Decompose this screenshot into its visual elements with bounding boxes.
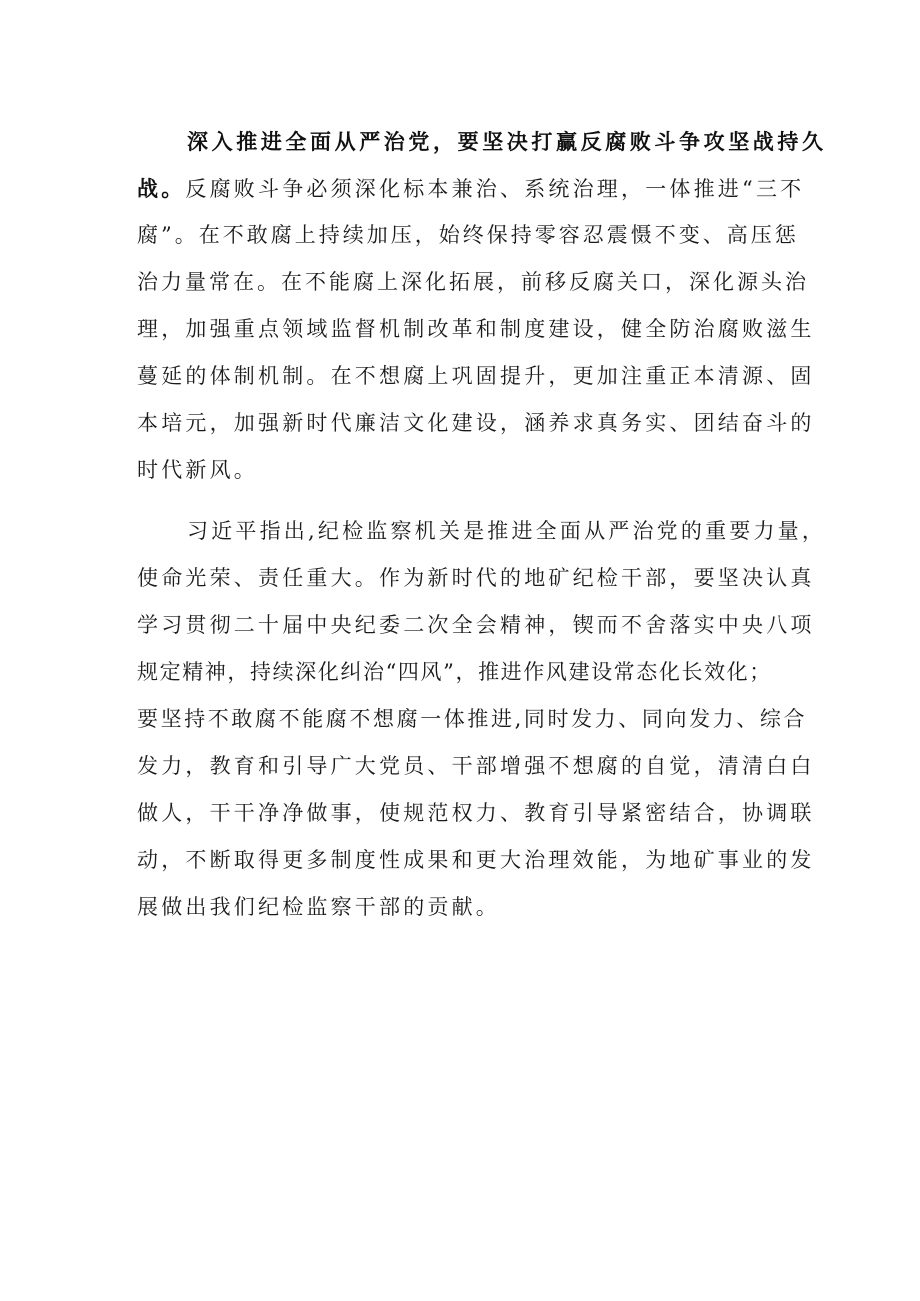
text-line [137, 212, 797, 259]
text-line [137, 259, 809, 306]
text-line [137, 837, 815, 884]
paragraph-discipline-inspection [137, 508, 827, 931]
lead-sentence: 深入推进全面从严治党，要坚决打赢反腐败斗争攻坚战持久 [187, 129, 827, 154]
line-text: 做人，干干净净做事，使规范权力、教育引导紧密结合，协调联 [137, 801, 815, 825]
line-text: 发力，教育和引导广大党员、干部增强不想腐的自觉，清清白白 [137, 754, 815, 778]
line-text: 展做出我们纪检监察干部的贡献。 [137, 895, 500, 919]
text-line [137, 118, 827, 165]
line-text: 动，不断取得更多制度性成果和更大治理效能，为地矿事业的发 [137, 848, 815, 872]
line-text: 治力量常在。在不能腐上深化拓展，前移反腐关口，深化源头治 [137, 270, 809, 294]
line-text: 要坚持不敢腐不能腐不想腐一体推进,同时发力、同向发力、综合 [137, 707, 808, 731]
line-text: 规定精神，持续深化纠治“四风”，推进作风建设常态化长效化； [137, 660, 772, 684]
line-text: 反腐败斗争必须深化标本兼治、系统治理，一体推进“三不 [185, 177, 805, 201]
text-line [137, 353, 815, 400]
line-text: 使命光荣、责任重大。作为新时代的地矿纪检干部，要坚决认真 [137, 566, 815, 590]
line-text: 学习贯彻二十届中央纪委二次全会精神，锲而不舍落实中央八项 [137, 613, 815, 637]
text-line [137, 884, 797, 931]
text-line [137, 790, 815, 837]
text-line [137, 649, 797, 696]
line-text: 理，加强重点领域监督机制改革和制度建设，健全防治腐败滋生 [137, 317, 815, 341]
line-text: 习近平指出,纪检监察机关是推进全面从严治党的重要力量， [187, 519, 827, 543]
text-line [137, 555, 815, 602]
text-line [137, 602, 815, 649]
paragraph-gap [137, 494, 797, 508]
document-page [137, 118, 827, 931]
line-text: 蔓延的体制机制。在不想腐上巩固提升，更加注重正本清源、固 [137, 364, 815, 388]
line-text: 腐”。在不敢腐上持续加压，始终保持零容忍震慑不变、高压惩 [137, 223, 799, 247]
text-line [137, 306, 815, 353]
lead-sentence: 战。 [137, 176, 186, 201]
text-line [137, 400, 815, 447]
text-line [137, 696, 808, 743]
text-line [137, 165, 805, 212]
line-text: 时代新风。 [137, 458, 258, 482]
text-line [137, 508, 827, 555]
text-line [137, 743, 815, 790]
paragraph-anti-corruption [137, 118, 827, 494]
text-line [137, 447, 797, 494]
line-text: 本培元，加强新时代廉洁文化建设，涵养求真务实、团结奋斗的 [137, 411, 815, 435]
